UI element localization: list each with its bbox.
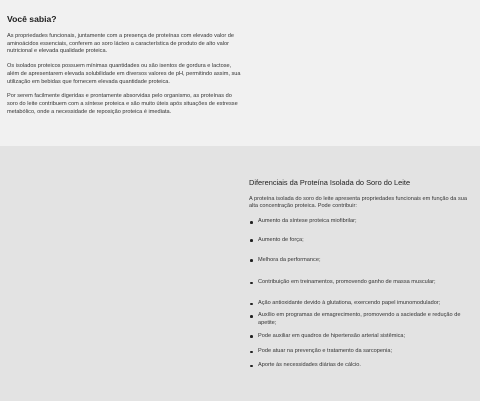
benefit-item: Auxílio em programas de emagrecimento, promovendo a saciedade e redução de apetite; — [249, 312, 474, 326]
benefit-item: Aumento de força; — [249, 237, 474, 244]
paragraph-1: As propriedades funcionais, juntamente com a presença de proteínas com elevado valor de aminoácidos essenciais, conferem ao soro lácteo a característica de produto de alto valor nutricional e elevada qualidade proteica. — [7, 33, 234, 55]
differentials-content — [249, 178, 474, 369]
benefit-item: Pode atuar na prevenção e tratamento da sarcopenia; — [249, 348, 474, 355]
benefits-list — [249, 218, 474, 369]
paragraph-3: Por serem facilmente digeridas e prontamente absorvidas pelo organismo, as proteínas do soro do leite contribuem com a síntese proteica e são muito úteis após situações de estresse metabólico, onde a necessidade de reposição proteica é imediata. — [7, 93, 238, 115]
paragraph-2: Os isolados proteicos possuem mínimas quantidades ou são isentos de gordura e lactose, além de apresentarem elevada solubilidade em diversos valores de pH, permitindo assim, sua utilização em bebidas que fornecem elevada quantidade proteica. — [7, 63, 241, 85]
benefit-item: Aumento da síntese proteica miofibrilar; — [249, 218, 474, 225]
did-you-know-content — [7, 14, 242, 123]
benefit-item: Melhora da performance; — [249, 257, 474, 264]
differentials-intro: A proteína isolada do soro do leite apresenta propriedades funcionais em função da sua alta concentração proteica. Pode contribuir: — [249, 196, 467, 210]
differentials-section — [0, 146, 480, 401]
benefit-item: Pode auxiliar em quadros de hipertensão arterial sistêmica; — [249, 333, 474, 340]
did-you-know-section — [0, 0, 480, 146]
benefit-item: Ação antioxidante devido à glutationa, exercendo papel imunomodulador; — [249, 300, 474, 307]
benefit-item: Contribuição em treinamentos, promovendo ganho de massa muscular; — [249, 279, 474, 286]
benefit-item: Aporte às necessidades diárias de cálcio. — [249, 362, 474, 369]
differentials-title: Diferenciais da Proteína Isolada do Soro do Leite — [249, 178, 411, 187]
section-title: Você sabia? — [7, 14, 57, 24]
